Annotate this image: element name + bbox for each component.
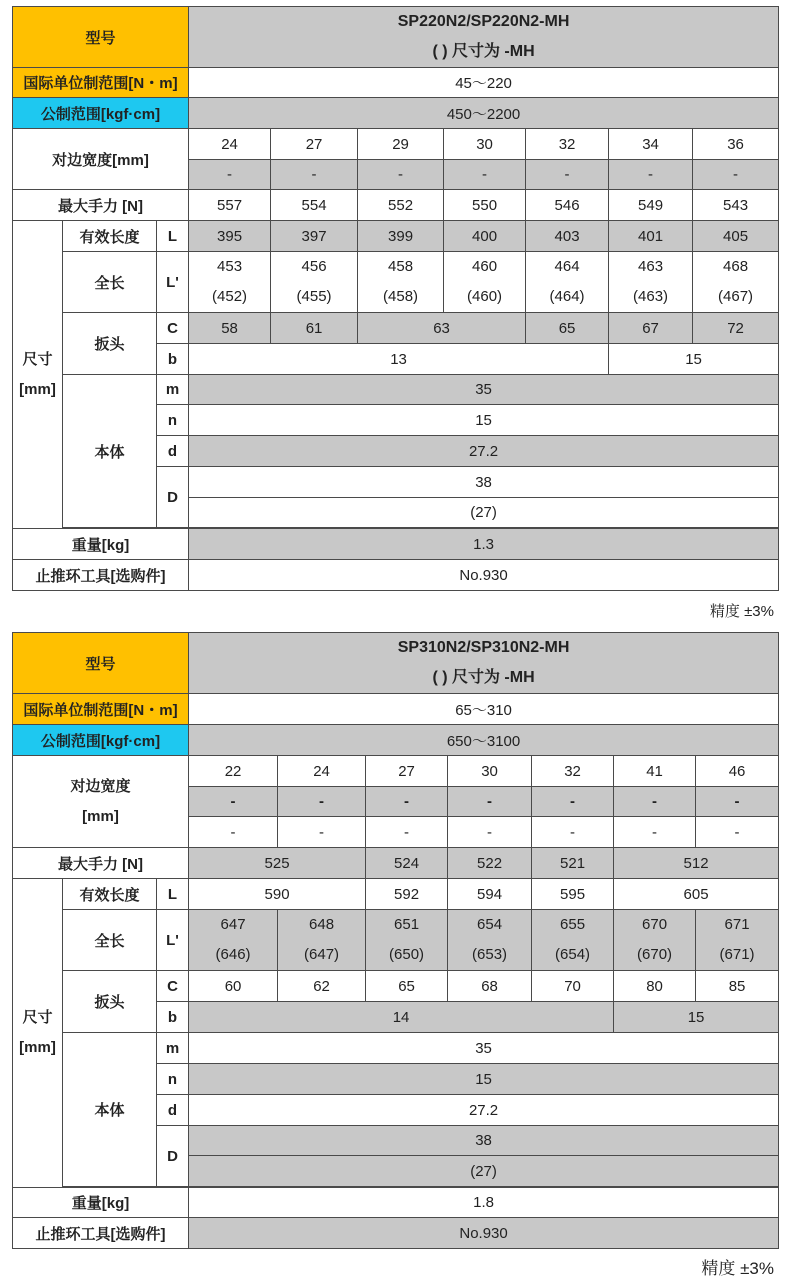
Lprime-value: 468 bbox=[723, 258, 749, 275]
width-sub-value: - bbox=[609, 160, 693, 190]
width-sub-value: - bbox=[614, 787, 696, 817]
width-sub-value: - bbox=[189, 817, 278, 848]
L-label: L bbox=[157, 879, 189, 910]
effective-length-label: 有效长度 bbox=[63, 221, 157, 252]
metric-range-value: 650～3100 bbox=[189, 725, 779, 756]
Lprime-mh-value: (671) bbox=[719, 946, 755, 963]
width-value: 24 bbox=[189, 129, 271, 160]
C-value: 72 bbox=[693, 313, 779, 344]
width-label: 对边宽度[mm] bbox=[13, 129, 189, 190]
Lprime-mh-value: (647) bbox=[304, 946, 340, 963]
C-value: 85 bbox=[696, 971, 779, 1002]
weight-value: 1.8 bbox=[189, 1188, 779, 1218]
C-value: 65 bbox=[366, 971, 448, 1002]
weight-label: 重量[kg] bbox=[13, 529, 189, 560]
tool-label: 止推环工具[选购件] bbox=[13, 1218, 189, 1249]
tool-value: No.930 bbox=[189, 1218, 779, 1249]
width-value: 27 bbox=[366, 756, 448, 787]
n-value: 15 bbox=[189, 1064, 779, 1095]
C-value: 62 bbox=[278, 971, 366, 1002]
Lprime-mh-value: (452) bbox=[212, 288, 248, 305]
spec-table-sp310 bbox=[12, 632, 779, 1249]
n-value: 15 bbox=[189, 405, 779, 436]
Lprime-cell bbox=[189, 910, 278, 971]
C-value: 58 bbox=[189, 313, 271, 344]
width-value: 24 bbox=[278, 756, 366, 787]
b-value: 14 bbox=[189, 1002, 614, 1033]
L-value: 595 bbox=[532, 879, 614, 910]
Lprime-value: 464 bbox=[554, 258, 580, 275]
max-force-label: 最大手力 [N] bbox=[13, 190, 189, 221]
C-label: C bbox=[157, 971, 189, 1002]
weight-label: 重量[kg] bbox=[13, 1188, 189, 1218]
Lprime-value: 670 bbox=[642, 916, 668, 933]
b-value: 15 bbox=[614, 1002, 779, 1033]
force-value: 512 bbox=[614, 848, 779, 879]
Lprime-mh-value: (455) bbox=[296, 288, 332, 305]
n-label: n bbox=[157, 1064, 189, 1095]
accuracy-note: 精度 ±3% bbox=[701, 1259, 774, 1278]
Lprime-cell bbox=[526, 252, 609, 313]
m-label: m bbox=[157, 1033, 189, 1064]
Lprime-cell bbox=[448, 910, 532, 971]
metric-range-value: 450～2200 bbox=[189, 98, 779, 129]
Lprime-mh-value: (460) bbox=[467, 288, 503, 305]
si-range-value: 45～220 bbox=[189, 68, 779, 98]
width-sub-value: - bbox=[189, 787, 278, 817]
L-value: 403 bbox=[526, 221, 609, 252]
Lprime-value: 463 bbox=[638, 258, 664, 275]
Lprime-cell bbox=[444, 252, 526, 313]
width-sub-value: - bbox=[366, 817, 448, 848]
width-sub-value: - bbox=[271, 160, 358, 190]
width-sub-value: - bbox=[614, 817, 696, 848]
dimension-label bbox=[13, 221, 63, 529]
model-note: ( ) 尺寸为 -MH bbox=[432, 669, 535, 686]
D-mh-value: (27) bbox=[189, 1156, 779, 1187]
max-force-label: 最大手力 [N] bbox=[13, 848, 189, 879]
C-value: 61 bbox=[271, 313, 358, 344]
width-sub-value: - bbox=[366, 787, 448, 817]
Lprime-value: 671 bbox=[724, 916, 750, 933]
width-sub-value: - bbox=[532, 817, 614, 848]
Lprime-cell bbox=[532, 910, 614, 971]
Lprime-cell bbox=[693, 252, 779, 313]
L-value: 594 bbox=[448, 879, 532, 910]
width-sub-value: - bbox=[526, 160, 609, 190]
si-range-value: 65～310 bbox=[189, 694, 779, 725]
total-length-label: 全长 bbox=[63, 252, 157, 313]
width-value: 41 bbox=[614, 756, 696, 787]
width-value: 30 bbox=[448, 756, 532, 787]
C-value: 67 bbox=[609, 313, 693, 344]
model-note: ( ) 尺寸为 -MH bbox=[432, 43, 535, 60]
width-value: 46 bbox=[696, 756, 779, 787]
L-value: 399 bbox=[358, 221, 444, 252]
width-label-text: 对边宽度 bbox=[70, 777, 131, 795]
force-value: 552 bbox=[358, 190, 444, 221]
total-length-label: 全长 bbox=[63, 910, 157, 971]
width-sub-value: - bbox=[189, 160, 271, 190]
b-label: b bbox=[157, 1002, 189, 1033]
width-sub-value: - bbox=[448, 817, 532, 848]
model-name: SP310N2/SP310N2-MH bbox=[397, 639, 570, 656]
force-value: 549 bbox=[609, 190, 693, 221]
Lprime-mh-value: (458) bbox=[383, 288, 419, 305]
body-label: 本体 bbox=[63, 1033, 157, 1187]
si-range-label: 国际单位制范围[N・m] bbox=[13, 694, 189, 725]
width-sub-value: - bbox=[696, 817, 779, 848]
force-value: 550 bbox=[444, 190, 526, 221]
L-value: 395 bbox=[189, 221, 271, 252]
Lprime-value: 651 bbox=[394, 916, 420, 933]
Lprime-cell bbox=[358, 252, 444, 313]
width-sub-value: - bbox=[278, 787, 366, 817]
d-label: d bbox=[157, 1095, 189, 1126]
Lprime-label: L' bbox=[157, 252, 189, 313]
b-value: 13 bbox=[189, 344, 609, 375]
C-value: 80 bbox=[614, 971, 696, 1002]
m-label: m bbox=[157, 375, 189, 405]
dimension-unit: [mm] bbox=[19, 1039, 56, 1056]
L-value: 405 bbox=[693, 221, 779, 252]
Lprime-cell bbox=[696, 910, 779, 971]
width-sub-value: - bbox=[532, 787, 614, 817]
C-value: 63 bbox=[358, 313, 526, 344]
force-value: 525 bbox=[189, 848, 366, 879]
L-label: L bbox=[157, 221, 189, 252]
L-value: 397 bbox=[271, 221, 358, 252]
head-label: 扳头 bbox=[63, 313, 157, 375]
Lprime-value: 648 bbox=[309, 916, 335, 933]
tool-value: No.930 bbox=[189, 560, 779, 591]
Lprime-value: 647 bbox=[220, 916, 246, 933]
m-value: 35 bbox=[189, 1033, 779, 1064]
force-value: 546 bbox=[526, 190, 609, 221]
width-sub-value: - bbox=[696, 787, 779, 817]
Lprime-label: L' bbox=[157, 910, 189, 971]
width-sub-value: - bbox=[693, 160, 779, 190]
width-label bbox=[13, 756, 189, 848]
Lprime-mh-value: (646) bbox=[215, 946, 251, 963]
C-value: 68 bbox=[448, 971, 532, 1002]
width-sub-value: - bbox=[444, 160, 526, 190]
L-value: 401 bbox=[609, 221, 693, 252]
C-value: 70 bbox=[532, 971, 614, 1002]
d-value: 27.2 bbox=[189, 1095, 779, 1126]
head-label: 扳头 bbox=[63, 971, 157, 1033]
width-sub-value: - bbox=[448, 787, 532, 817]
force-value: 554 bbox=[271, 190, 358, 221]
Lprime-mh-value: (463) bbox=[633, 288, 669, 305]
width-value: 32 bbox=[526, 129, 609, 160]
force-value: 524 bbox=[366, 848, 448, 879]
C-value: 65 bbox=[526, 313, 609, 344]
C-value: 60 bbox=[189, 971, 278, 1002]
L-value: 400 bbox=[444, 221, 526, 252]
Lprime-value: 456 bbox=[301, 258, 327, 275]
n-label: n bbox=[157, 405, 189, 436]
Lprime-cell bbox=[614, 910, 696, 971]
dimension-label-text: 尺寸 bbox=[22, 1009, 53, 1026]
width-sub-value: - bbox=[278, 817, 366, 848]
D-value: 38 bbox=[189, 1126, 779, 1156]
Lprime-mh-value: (653) bbox=[472, 946, 508, 963]
width-label-unit: [mm] bbox=[82, 807, 119, 825]
b-value: 15 bbox=[609, 344, 779, 375]
Lprime-cell bbox=[189, 252, 271, 313]
force-value: 522 bbox=[448, 848, 532, 879]
Lprime-cell bbox=[609, 252, 693, 313]
tool-label: 止推环工具[选购件] bbox=[13, 560, 189, 591]
model-label: 型号 bbox=[13, 633, 189, 694]
force-value: 543 bbox=[693, 190, 779, 221]
m-value: 35 bbox=[189, 375, 779, 405]
width-value: 34 bbox=[609, 129, 693, 160]
Lprime-value: 655 bbox=[560, 916, 586, 933]
Lprime-mh-value: (650) bbox=[389, 946, 425, 963]
body-label: 本体 bbox=[63, 375, 157, 528]
dimension-label-text: 尺寸 bbox=[22, 350, 53, 368]
b-label: b bbox=[157, 344, 189, 375]
width-value: 22 bbox=[189, 756, 278, 787]
model-cell bbox=[189, 7, 779, 68]
dimension-unit: [mm] bbox=[19, 380, 56, 398]
L-value: 590 bbox=[189, 879, 366, 910]
Lprime-value: 460 bbox=[472, 258, 498, 275]
D-value: 38 bbox=[189, 467, 779, 498]
dimension-label bbox=[13, 879, 63, 1188]
D-label: D bbox=[157, 467, 189, 528]
width-value: 30 bbox=[444, 129, 526, 160]
width-value: 32 bbox=[532, 756, 614, 787]
L-value: 605 bbox=[614, 879, 779, 910]
Lprime-cell bbox=[366, 910, 448, 971]
width-value: 36 bbox=[693, 129, 779, 160]
width-value: 27 bbox=[271, 129, 358, 160]
Lprime-mh-value: (670) bbox=[637, 946, 673, 963]
Lprime-value: 654 bbox=[477, 916, 503, 933]
force-value: 521 bbox=[532, 848, 614, 879]
L-value: 592 bbox=[366, 879, 448, 910]
Lprime-value: 458 bbox=[388, 258, 414, 275]
C-label: C bbox=[157, 313, 189, 344]
Lprime-cell bbox=[271, 252, 358, 313]
spec-table-sp220 bbox=[12, 6, 779, 591]
metric-range-label: 公制范围[kgf·cm] bbox=[13, 725, 189, 756]
Lprime-cell bbox=[278, 910, 366, 971]
Lprime-mh-value: (654) bbox=[555, 946, 591, 963]
width-sub-value: - bbox=[358, 160, 444, 190]
width-value: 29 bbox=[358, 129, 444, 160]
Lprime-mh-value: (464) bbox=[549, 288, 585, 305]
Lprime-mh-value: (467) bbox=[718, 288, 754, 305]
d-label: d bbox=[157, 436, 189, 467]
effective-length-label: 有效长度 bbox=[63, 879, 157, 910]
metric-range-label: 公制范围[kgf·cm] bbox=[13, 98, 189, 129]
si-range-label: 国际单位制范围[N・m] bbox=[13, 68, 189, 98]
D-label: D bbox=[157, 1126, 189, 1187]
model-cell bbox=[189, 633, 779, 694]
weight-value: 1.3 bbox=[189, 529, 779, 560]
force-value: 557 bbox=[189, 190, 271, 221]
accuracy-note: 精度 ±3% bbox=[709, 603, 774, 620]
Lprime-value: 453 bbox=[217, 258, 243, 275]
D-mh-value: (27) bbox=[189, 498, 779, 528]
model-name: SP220N2/SP220N2-MH bbox=[397, 13, 570, 30]
d-value: 27.2 bbox=[189, 436, 779, 467]
model-label: 型号 bbox=[13, 7, 189, 68]
